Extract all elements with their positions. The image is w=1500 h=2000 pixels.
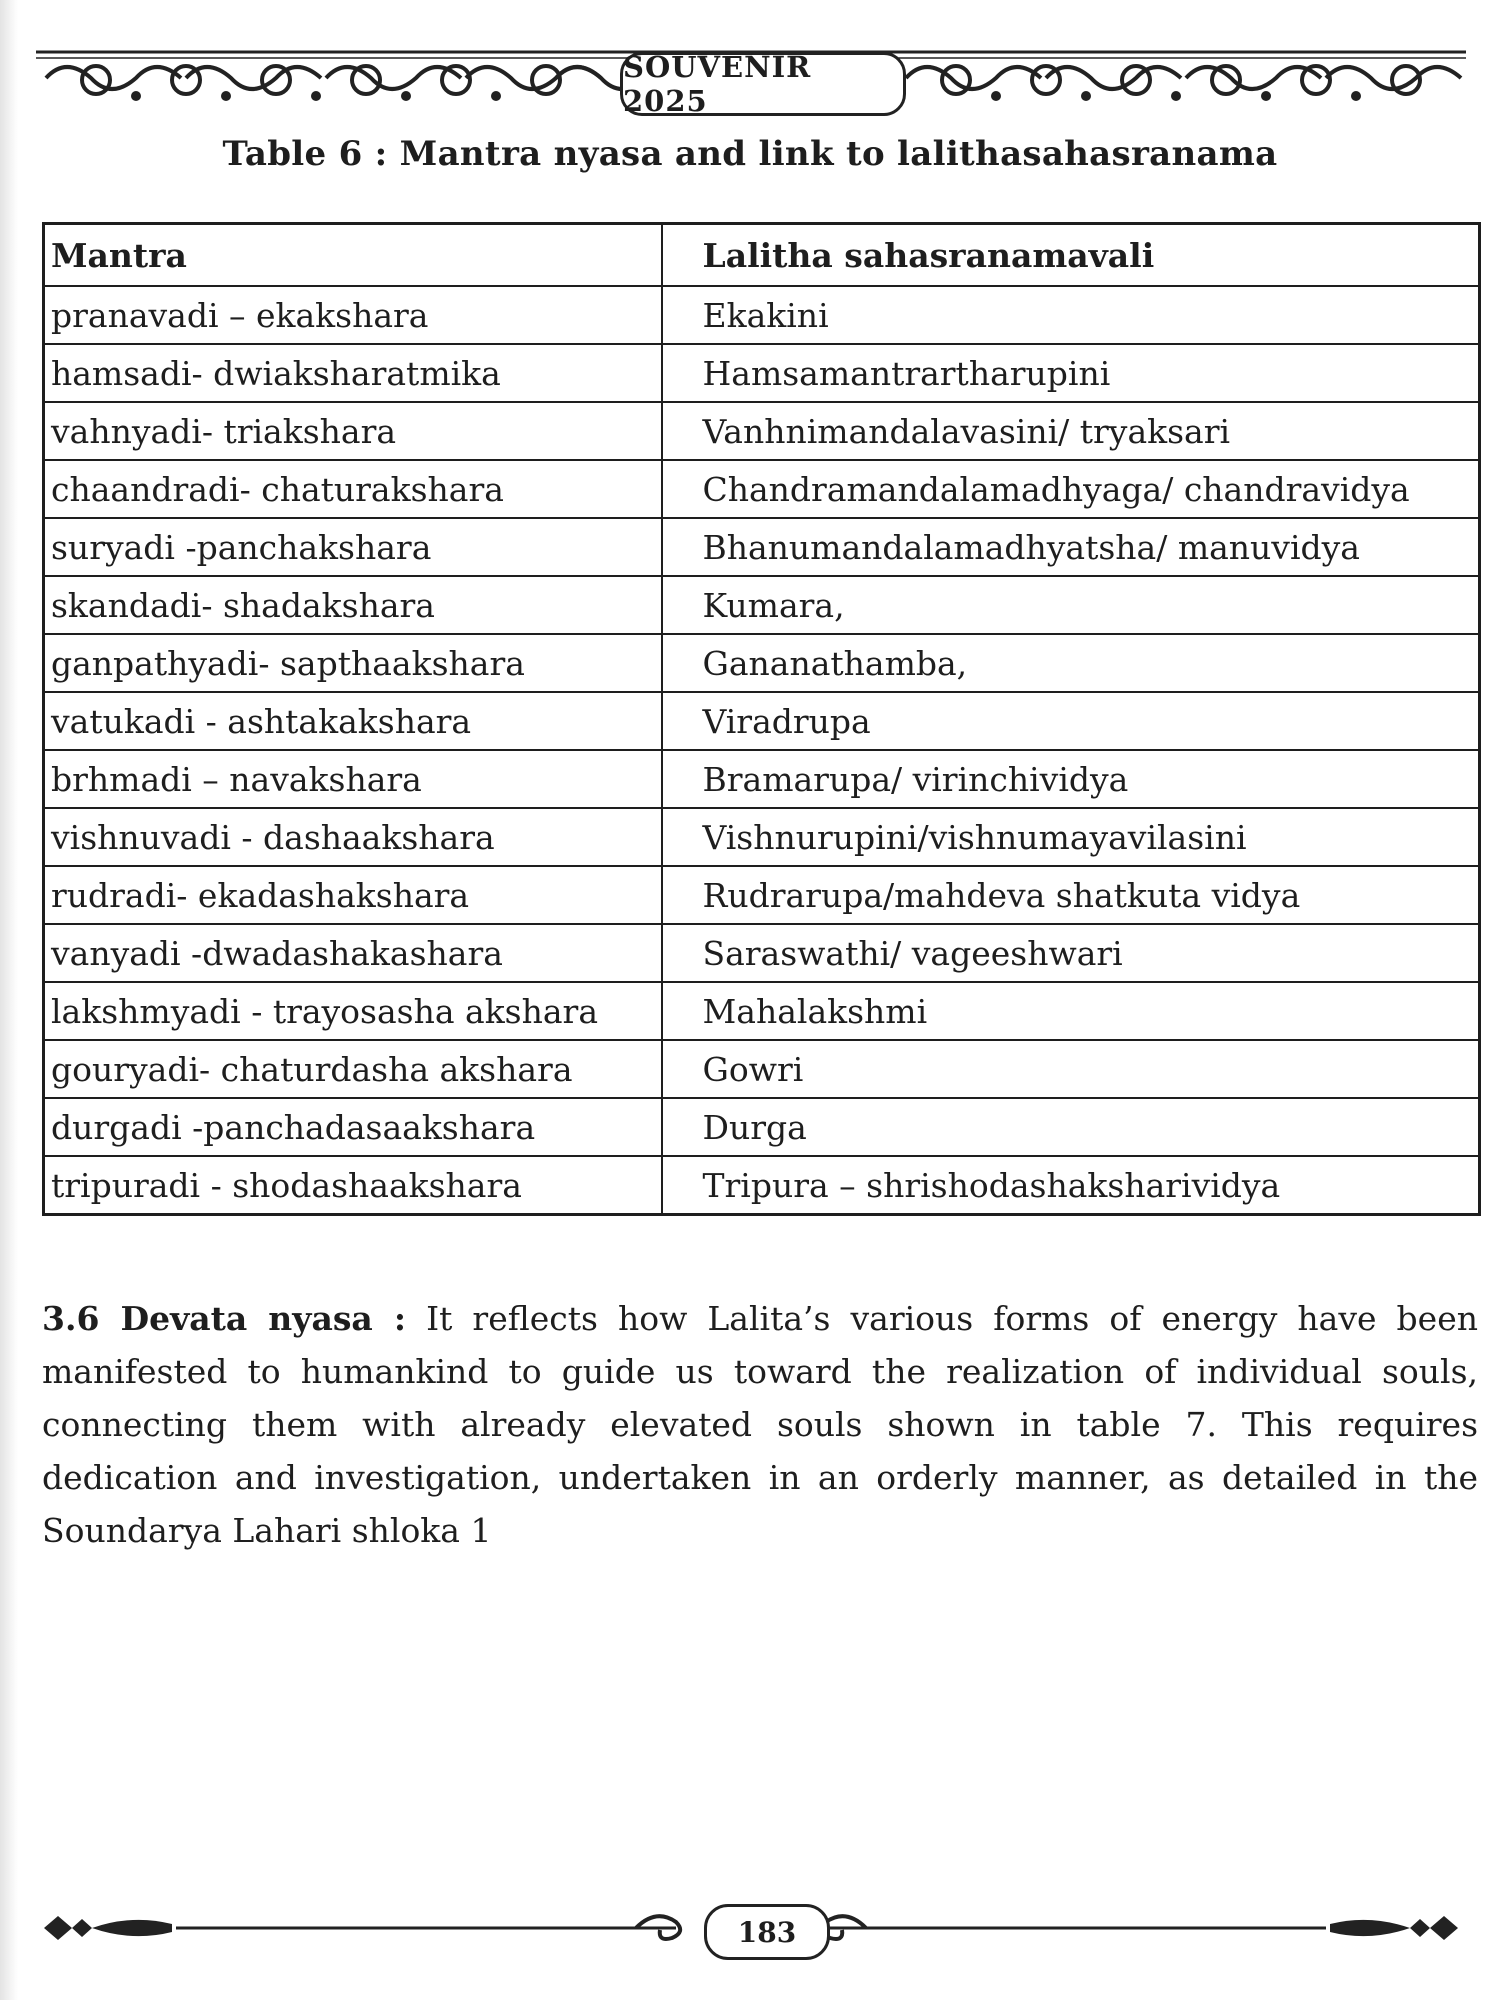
- table-row: [44, 1156, 1480, 1215]
- table-row: [44, 924, 1480, 982]
- table-row: [44, 402, 1480, 460]
- mantra-cell: vatukadi - ashtakakshara: [44, 692, 662, 750]
- mantra-cell: vanyadi -dwadashakashara: [44, 924, 662, 982]
- table-row: [44, 286, 1480, 344]
- table-row: [44, 982, 1480, 1040]
- name-cell: Durga: [662, 1098, 1480, 1156]
- column-header-mantra: Mantra: [44, 224, 662, 287]
- mantra-cell: hamsadi- dwiaksharatmika: [44, 344, 662, 402]
- header-label: SOUVENIR 2025: [620, 52, 906, 116]
- table-row: [44, 576, 1480, 634]
- mantra-cell: ganpathyadi- sapthaakshara: [44, 634, 662, 692]
- page-number: 183: [704, 1904, 830, 1960]
- mantra-cell: pranavadi – ekakshara: [44, 286, 662, 344]
- name-cell: Kumara,: [662, 576, 1480, 634]
- name-cell: Vanhnimandalavasini/ tryaksari: [662, 402, 1480, 460]
- name-cell: Gowri: [662, 1040, 1480, 1098]
- name-cell: Hamsamantrartharupini: [662, 344, 1480, 402]
- table-row: [44, 1040, 1480, 1098]
- mantra-cell: gouryadi- chaturdasha akshara: [44, 1040, 662, 1098]
- page-edge-shadow: [0, 0, 18, 2000]
- mantra-cell: skandadi- shadakshara: [44, 576, 662, 634]
- mantra-cell: vishnuvadi - dashaakshara: [44, 808, 662, 866]
- table-row: [44, 344, 1480, 402]
- column-header-sahasranamavali: Lalitha sahasranamavali: [662, 224, 1480, 287]
- section-body: It reflects how Lalita’s various forms of energy have been manifested to humankind to guide us toward the realization of individual souls, connecting them with already elevated souls shown in table 7. This requires dedication and investigation, undertaken in an orderly manner, as detailed in the Soundarya Lahari shloka 1: [42, 1299, 1478, 1550]
- name-cell: Gananathamba,: [662, 634, 1480, 692]
- mantra-cell: vahnyadi- triakshara: [44, 402, 662, 460]
- table-row: [44, 750, 1480, 808]
- mantra-cell: durgadi -panchadasaakshara: [44, 1098, 662, 1156]
- table-row: [44, 1098, 1480, 1156]
- section-paragraph: [42, 1292, 1478, 1557]
- mantra-cell: chaandradi- chaturakshara: [44, 460, 662, 518]
- section-heading: 3.6 Devata nyasa :: [42, 1299, 407, 1338]
- mantra-table: [42, 222, 1481, 1216]
- table-row: [44, 518, 1480, 576]
- mantra-cell: brhmadi – navakshara: [44, 750, 662, 808]
- name-cell: Tripura – shrishodashaksharividya: [662, 1156, 1480, 1215]
- table-header-row: [44, 224, 1480, 287]
- mantra-cell: suryadi -panchakshara: [44, 518, 662, 576]
- table-row: [44, 866, 1480, 924]
- mantra-cell: tripuradi - shodashaakshara: [44, 1156, 662, 1215]
- name-cell: Bhanumandalamadhyatsha/ manuvidya: [662, 518, 1480, 576]
- table-row: [44, 634, 1480, 692]
- mantra-cell: rudradi- ekadashakshara: [44, 866, 662, 924]
- name-cell: Saraswathi/ vageeshwari: [662, 924, 1480, 982]
- name-cell: Chandramandalamadhyaga/ chandravidya: [662, 460, 1480, 518]
- name-cell: Vishnurupini/vishnumayavilasini: [662, 808, 1480, 866]
- table-row: [44, 460, 1480, 518]
- table-row: [44, 808, 1480, 866]
- table-title: Table 6 : Mantra nyasa and link to lalithasahasranama: [222, 134, 1278, 174]
- name-cell: Ekakini: [662, 286, 1480, 344]
- name-cell: Viradrupa: [662, 692, 1480, 750]
- mantra-cell: lakshmyadi - trayosasha akshara: [44, 982, 662, 1040]
- name-cell: Mahalakshmi: [662, 982, 1480, 1040]
- name-cell: Rudrarupa/mahdeva shatkuta vidya: [662, 866, 1480, 924]
- name-cell: Bramarupa/ virinchividya: [662, 750, 1480, 808]
- table-row: [44, 692, 1480, 750]
